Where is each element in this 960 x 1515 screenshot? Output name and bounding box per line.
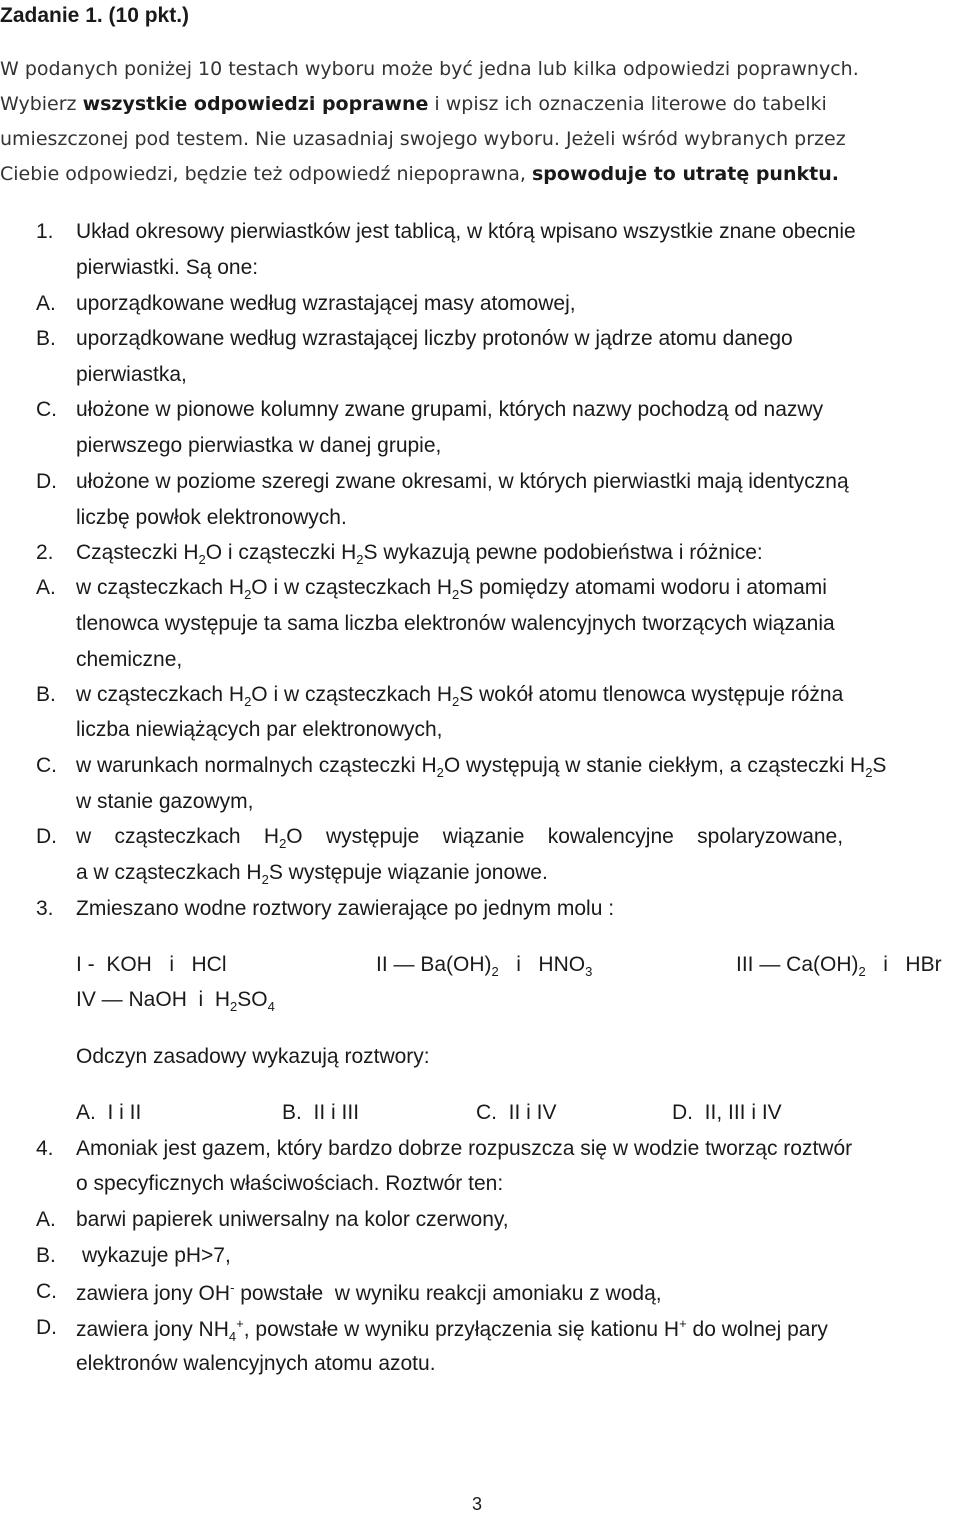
q2-option-c-label: C. — [36, 754, 57, 777]
q2-option-a-line-3: chemiczne, — [76, 648, 183, 671]
q2-option-a-line-1: w cząsteczkach $H_2O$ i w cząsteczkach $H_2S$ pomiędzy atomami wodoru i atomami — [76, 576, 827, 603]
q4-option-b: wykazuje pH>7, — [82, 1244, 231, 1267]
q2-option-d-label: D. — [36, 825, 57, 848]
page-number: 3 — [472, 1494, 483, 1514]
q4-number: 4. — [36, 1137, 54, 1160]
q4-option-b-label: B. — [36, 1244, 56, 1267]
intro-line-4: Ciebie odpowiedzi, będzie też odpowiedź niepoprawna, spowoduje to utratę punktu. — [0, 163, 839, 185]
q2-option-b-label: B. — [36, 683, 56, 706]
q1-text-line-2: pierwiastki. Są one: — [76, 256, 259, 279]
q4-option-a: barwi papierek uniwersalny na kolor czerwony, — [76, 1208, 509, 1231]
q1-option-c-line-2: pierwszego pierwiastka w danej grupie, — [76, 434, 442, 457]
q2-option-d-line-1: w cząsteczkach $H_2O$ występuje wiązanie kowalencyjne spolaryzowane, — [76, 825, 844, 852]
q4-option-d-label: D. — [36, 1316, 57, 1339]
q2-text: Cząsteczki $H_2O$ i cząsteczki $H_2S$ wykazują pewne podobieństwa i różnice: — [76, 541, 763, 568]
q2-option-d-line-2: a w cząsteczkach $H_2S$ występuje wiązanie jonowe. — [76, 861, 548, 888]
task-title: Zadanie 1. (10 pkt.) — [0, 4, 190, 27]
q3-solution-ii: II — $Ba(OH)_2$ i $HNO_3$ — [376, 953, 593, 980]
q1-option-d-line-1: ułożone w poziome szeregi zwane okresami, w których pierwiastki mają identyczną — [76, 470, 849, 493]
q3-text: Zmieszano wodne roztwory zawierające po jednym molu : — [76, 897, 615, 920]
q3-answer-b: B. II i III — [282, 1101, 360, 1124]
q4-text-line-1: Amoniak jest gazem, który bardzo dobrze rozpuszcza się w wodzie tworząc roztwór — [76, 1137, 853, 1160]
q3-solution-iv: IV — NaOH i $H_2SO_4$ — [76, 988, 275, 1015]
q3-solution-i: I - KOH i HCl — [76, 953, 227, 976]
q3-answer-a: A. I i II — [76, 1101, 142, 1124]
q4-text-line-2: o specyficznych właściwościach. Roztwór ten: — [76, 1172, 504, 1195]
q1-option-a-label: A. — [36, 292, 56, 315]
intro-line-2: Wybierz wszystkie odpowiedzi poprawne i wpisz ich oznaczenia literowe do tabelki — [0, 93, 827, 115]
q1-number: 1. — [36, 220, 54, 243]
q1-option-c-line-1: ułożone w pionowe kolumny zwane grupami, których nazwy pochodzą od nazwy — [76, 398, 824, 421]
q1-text-line-1: Układ okresowy pierwiastków jest tablicą, w którą wpisano wszystkie znane obecnie — [76, 220, 856, 243]
q4-option-d-line-1: zawiera jony $NH_4^+$, powstałe w wyniku przyłączenia się kationu H+ do wolnej pary — [76, 1316, 828, 1345]
q3-solution-iii: III — $Ca(OH)_2$ i HBr — [736, 953, 942, 980]
q4-option-c: zawiera jony OH- powstałe w wyniku reakcji amoniaku z wodą, — [76, 1280, 662, 1305]
intro-line-3: umieszczonej pod testem. Nie uzasadniaj swojego wyboru. Jeżeli wśród wybranych przez — [0, 128, 846, 150]
q2-option-b-line-1: w cząsteczkach $H_2O$ i w cząsteczkach $H_2S$ wokół atomu tlenowca występuje różna — [76, 683, 844, 710]
intro-line-1: W podanych poniżej 10 testach wyboru może być jedna lub kilka odpowiedzi poprawnych. — [0, 58, 859, 80]
q4-option-d-line-2: elektronów walencyjnych atomu azotu. — [76, 1352, 436, 1375]
q3-answer-d: D. II, III i IV — [672, 1101, 782, 1124]
q1-option-b-line-1: uporządkowane według wzrastającej liczby protonów w jądrze atomu danego — [76, 327, 793, 350]
q2-option-b-line-2: liczba niewiążących par elektronowych, — [76, 718, 443, 741]
q3-question: Odczyn zasadowy wykazują roztwory: — [76, 1045, 430, 1068]
q3-number: 3. — [36, 897, 54, 920]
q1-option-d-label: D. — [36, 470, 57, 493]
q2-option-a-line-2: tlenowca występuje ta sama liczba elektronów walencyjnych tworzących wiązania — [76, 612, 835, 635]
q2-option-a-label: A. — [36, 576, 56, 599]
q4-option-c-label: C. — [36, 1280, 57, 1303]
q1-option-d-line-2: liczbę powłok elektronowych. — [76, 506, 347, 529]
q2-option-c-line-2: w stanie gazowym, — [76, 790, 254, 813]
q2-option-c-line-1: w warunkach normalnych cząsteczki $H_2O$ występują w stanie ciekłym, a cząsteczki $H_2S$ — [76, 754, 887, 781]
q3-answer-c: C. II i IV — [476, 1101, 557, 1124]
q1-option-a: uporządkowane według wzrastającej masy atomowej, — [76, 292, 576, 315]
q2-number: 2. — [36, 541, 54, 564]
q1-option-b-label: B. — [36, 327, 56, 350]
q4-option-a-label: A. — [36, 1208, 56, 1231]
q1-option-b-line-2: pierwiastka, — [76, 363, 187, 386]
q1-option-c-label: C. — [36, 398, 57, 421]
